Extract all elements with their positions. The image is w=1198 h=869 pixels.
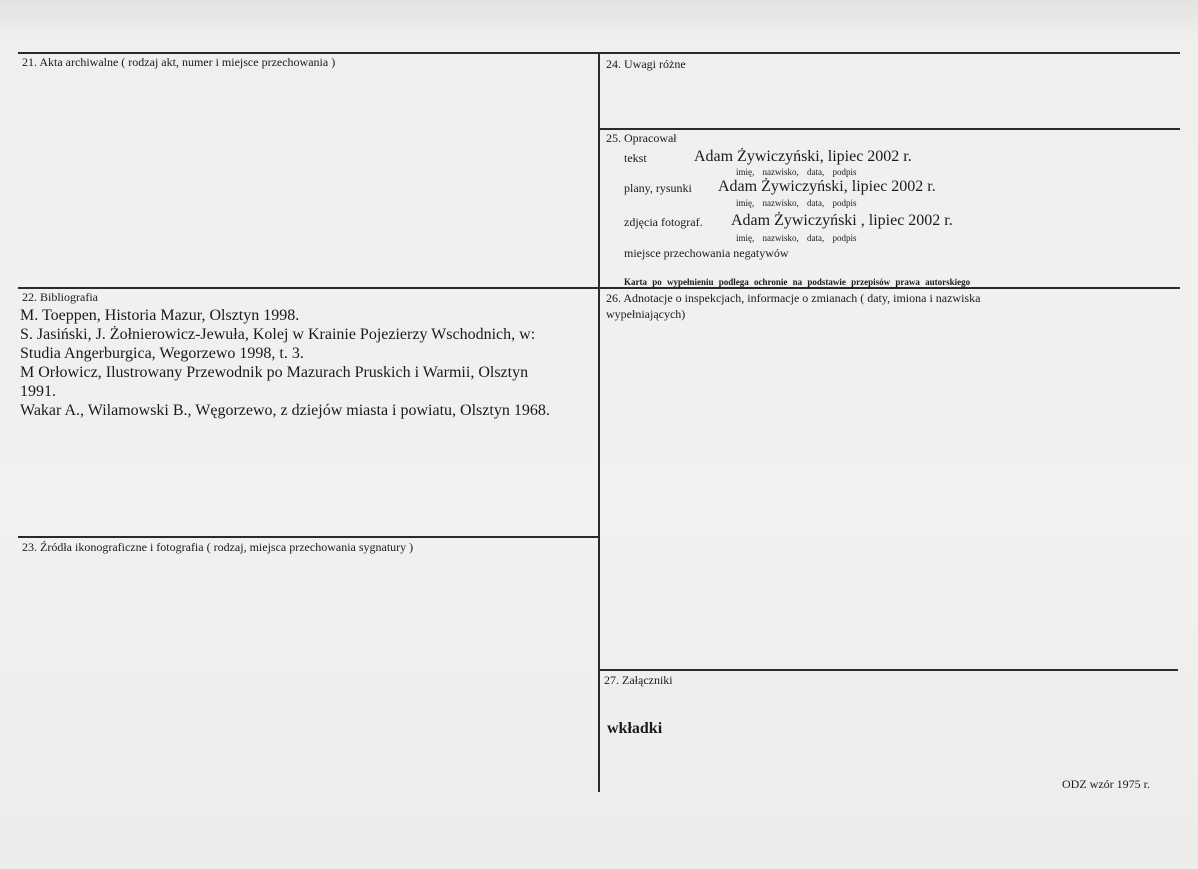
section-26-label-line2: wypełniających)	[606, 307, 686, 321]
section-24-label: 24. Uwagi różne	[606, 57, 686, 71]
section-22-label: 22. Bibliografia	[22, 290, 98, 304]
plany-sublabel: imię, nazwisko, data, podpis	[736, 198, 857, 208]
bibliography-entry: Studia Angerburgica, Wegorzewo 1998, t. 3.	[20, 345, 304, 362]
zdjecia-value: Adam Żywiczyński , lipiec 2002 r.	[731, 212, 953, 229]
section-21-label: 21. Akta archiwalne ( rodzaj akt, numer i miejsce przechowania )	[22, 55, 336, 69]
bibliography-entry: 1991.	[20, 383, 56, 400]
plany-label: plany, rysunki	[624, 181, 692, 195]
zdjecia-sublabel: imię, nazwisko, data, podpis	[736, 233, 857, 243]
rule-27-top	[599, 669, 1178, 671]
negatywy-label: miejsce przechowania negatywów	[624, 246, 789, 260]
section-26-label-line1: 26. Adnotacje o inspekcjach, informacje o zmianach ( daty, imiona i nazwiska	[606, 291, 981, 305]
bibliography-list	[20, 306, 550, 420]
section-27-label: 27. Załączniki	[604, 673, 673, 687]
bibliography-entry: Wakar A., Wilamowski B., Węgorzewo, z dziejów miasta i powiatu, Olsztyn 1968.	[20, 402, 550, 419]
rule-25-top	[599, 128, 1180, 130]
attachments-value: wkładki	[607, 720, 663, 737]
copyright-note: Karta po wypełnieniu podlega ochronie na podstawie przepisów prawa autorskiego	[624, 277, 971, 287]
tekst-label: tekst	[624, 151, 647, 165]
bibliography-entry: S. Jasiński, J. Żołnierowicz-Jewuła, Kolej w Krainie Pojezierzy Wschodnich, w:	[20, 326, 536, 343]
plany-value: Adam Żywiczyński, lipiec 2002 r.	[718, 178, 936, 195]
section-25-label: 25. Opracował	[606, 131, 677, 145]
bibliography-entry: M. Toeppen, Historia Mazur, Olsztyn 1998.	[20, 307, 300, 324]
zdjecia-label: zdjęcia fotograf.	[624, 215, 703, 229]
bibliography-entry: M Orłowicz, Ilustrowany Przewodnik po Mazurach Pruskich i Warmii, Olsztyn	[20, 364, 529, 381]
rule-mid	[18, 287, 1180, 289]
section-23-label: 23. Źródła ikonograficzne i fotografia ( rodzaj, miejsca przechowania sygnatury )	[22, 540, 414, 554]
form-id: ODZ wzór 1975 r.	[1062, 777, 1150, 791]
rule-23-top	[18, 536, 599, 538]
rule-center	[598, 52, 600, 792]
tekst-sublabel: imię, nazwisko, data, podpis	[736, 167, 857, 177]
tekst-value: Adam Żywiczyński, lipiec 2002 r.	[694, 148, 912, 165]
